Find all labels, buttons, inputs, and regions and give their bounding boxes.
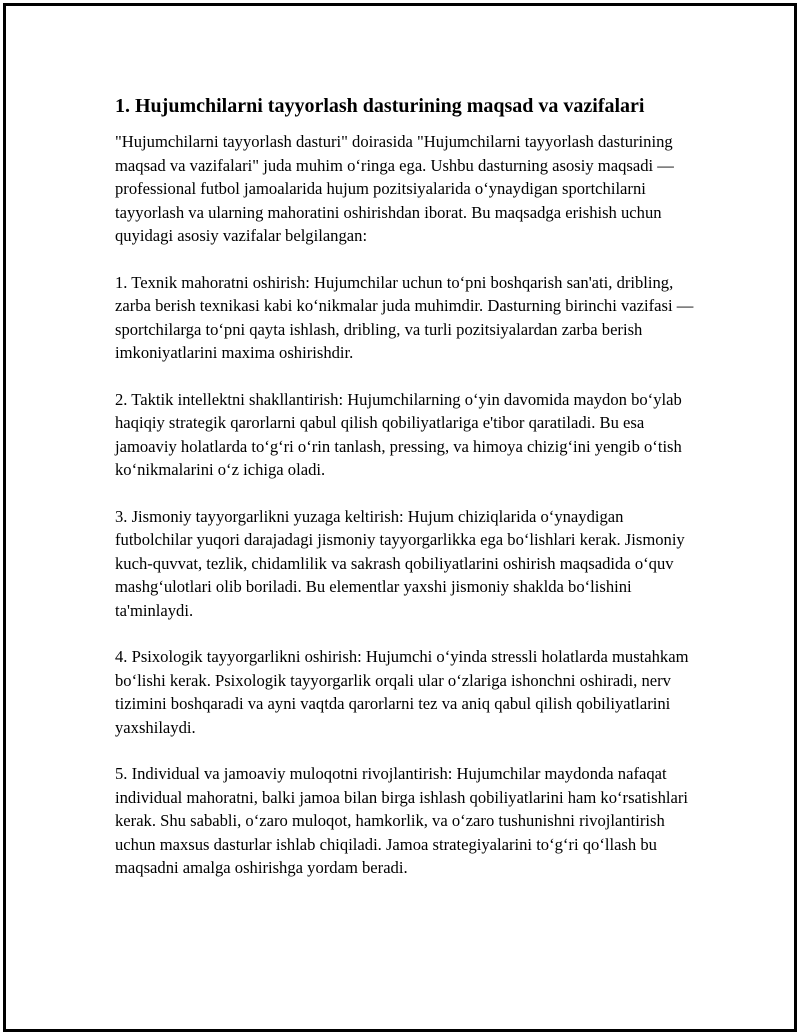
section-title: 1. Hujumchilarni tayyorlash dasturining maqsad va vazifalari	[115, 95, 645, 117]
paragraph-technical-skills: 1. Texnik mahoratni oshirish: Hujumchilar uchun to‘pni boshqarish san'ati, dribling, zarba berish texnikasi kabi ko‘nikmalar juda muhimdir. Dasturning birinchi vazifasi — sportchilarga to‘pni qayta ishlash, dribling, va turli pozitsiyalardan zarba berish imkoniyatlarini maxima oshirishdir.	[115, 272, 694, 362]
document-body	[115, 92, 695, 903]
paragraph-psychological-preparation: 4. Psixologik tayyorgarlikni oshirish: Hujumchi o‘yinda stressli holatlarda mustahkam bo‘lishi kerak. Psixologik tayyorgarlik orqali ular o‘zlariga ishonchni oshiradi, nerv tizimini boshqaradi va ayni vaqtda qarorlarni tez va aniq qabul qilish qobiliyatlarini yaxshilaydi.	[115, 647, 689, 737]
paragraph-team-communication: 5. Individual va jamoaviy muloqotni rivojlantirish: Hujumchilar maydonda nafaqat individual mahoratni, balki jamoa bilan birga ishlash qobiliyatlarini ham ko‘rsatishlari kerak. Shu sababli, o‘zaro muloqot, hamkorlik, va o‘zaro tushunishni rivojlantirish uchun maxsus dasturlar ishlab chiqiladi. Jamoa strategiyalarini to‘g‘ri qo‘llash bu maqsadni amalga oshirishga yordam beradi.	[115, 764, 688, 877]
paragraph-physical-preparation: 3. Jismoniy tayyorgarlikni yuzaga keltirish: Hujum chiziqlarida o‘ynaydigan futbolchilar yuqori darajadagi jismoniy tayyorgarlikka ega bo‘lishlari kerak. Jismoniy kuch-quvvat, tezlik, chidamlilik va sakrash qobiliyatlarini oshirish maqsadida o‘quv mashg‘ulotlari olib boriladi. Bu elementlar yaxshi jismoniy shaklda bo‘lishini ta'minlaydi.	[115, 506, 685, 620]
paragraph-tactical-intellect: 2. Taktik intellektni shakllantirish: Hujumchilarning o‘yin davomida maydon bo‘ylab haqiqiy strategik qarorlarni qabul qilish qobiliyatlariga e'tibor qaratiladi. Bu esa jamoaviy holatlarda to‘g‘ri o‘rin tanlash, pressing, va himoya chizig‘ini yengib o‘tish ko‘nikmalarini o‘z ichiga oladi.	[115, 389, 682, 479]
paragraph-intro: "Hujumchilarni tayyorlash dasturi" doirasida "Hujumchilarni tayyorlash dasturining maqsad va vazifalari" juda muhim o‘ringa ega. Ushbu dasturning asosiy maqsadi — professional futbol jamoalarida hujum pozitsiyalarida o‘ynaydigan sportchilarni tayyorlash va ularning mahoratini oshirishdan iborat. Bu maqsadga erishish uchun quyidagi asosiy vazifalar belgilangan:	[115, 132, 674, 245]
